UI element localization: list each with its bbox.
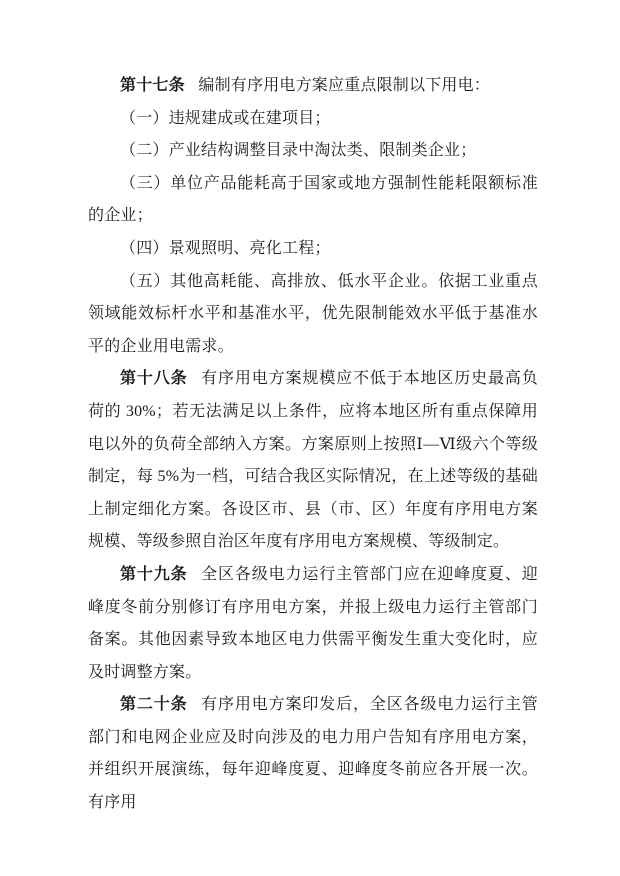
paragraph-item-2 — [88, 135, 538, 168]
document-body — [88, 70, 538, 820]
paragraph-article-17 — [88, 70, 538, 103]
article-19-text: 全区各级电力运行主管部门应在迎峰度夏、迎峰度冬前分别修订有序用电方案，并报上级电力运行主管部门备案。其他因素导致本地区电力供需平衡发生重大变化时，应及时调整方案。 — [88, 565, 538, 681]
article-17-number: 第十七条 — [120, 77, 185, 94]
article-18-text: 有序用电方案规模应不低于本地区历史最高负荷的 30%；若无法满足以上条件，应将本地区所有重点保障用电以外的负荷全部纳入方案。方案原则上按照Ⅰ—Ⅵ级六个等级制定，每 5%为一档，可结合我区实际情况，在上述等级的基础上制定细化方案。各设区市、县（市、区）年度有序用电方案规模、等级参照自治区年度有序用电方案规模、等级制定。 — [88, 370, 538, 551]
paragraph-item-5 — [88, 266, 538, 364]
article-20-number: 第二十条 — [120, 696, 188, 714]
paragraph-item-1 — [88, 103, 538, 136]
item-4-text: （四）景观照明、亮化工程； — [120, 239, 331, 257]
item-3-text: （三）单位产品能耗高于国家或地方强制性能耗限额标准的企业； — [88, 174, 538, 225]
item-1-text: （一）违规建成或在建项目； — [120, 109, 331, 127]
item-2-text: （二）产业结构调整目录中淘汰类、限制类企业； — [120, 142, 477, 160]
paragraph-article-19 — [88, 559, 538, 689]
article-17-text: 编制有序用电方案应重点限制以下用电： — [198, 77, 491, 94]
paragraph-article-18 — [88, 363, 538, 559]
article-18-number: 第十八条 — [120, 370, 188, 388]
item-5-text: （五）其他高耗能、高排放、低水平企业。依据工业重点领域能效标杆水平和基准水平，优先限制能效水平低于基准水平的企业用电需求。 — [88, 272, 538, 355]
paragraph-item-3 — [88, 168, 538, 233]
article-20-text: 有序用电方案印发后，全区各级电力运行主管部门和电网企业应及时向涉及的电力用户告知有序用电方案，并组织开展演练，每年迎峰度夏、迎峰度冬前应各开展一次。有序用 — [88, 696, 538, 812]
paragraph-item-4 — [88, 233, 538, 266]
article-19-number: 第十九条 — [120, 565, 188, 583]
paragraph-article-20 — [88, 689, 538, 819]
